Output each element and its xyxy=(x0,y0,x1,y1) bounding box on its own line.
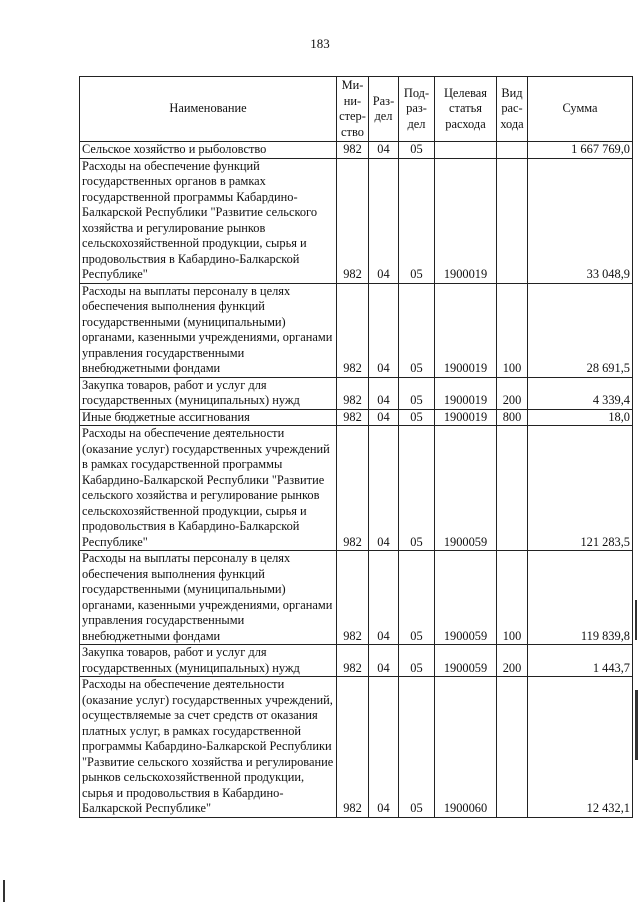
row-amount: 1 667 769,0 xyxy=(528,142,633,159)
row-target: 1900019 xyxy=(435,377,497,409)
row-subsection: 05 xyxy=(399,377,435,409)
row-target: 1900019 xyxy=(435,158,497,283)
budget-table xyxy=(79,76,633,818)
row-name: Расходы на обеспечение деятельности (оказание услуг) государственных учреждений в рамках государственной программы Кабардино-Балкарской Республики "Развитие сельского хозяйства и регулирование рынков сельскохозяйственной продукции, сырья и продовольствия в Кабардино-Балкарской Республике" xyxy=(80,426,337,551)
row-section: 04 xyxy=(369,142,399,159)
scan-mark xyxy=(3,880,5,902)
row-amount: 121 283,5 xyxy=(528,426,633,551)
row-type xyxy=(497,426,528,551)
row-section: 04 xyxy=(369,283,399,377)
row-target: 1900059 xyxy=(435,426,497,551)
table-row xyxy=(80,158,633,283)
row-name: Расходы на обеспечение деятельности (оказание услуг) государственных учреждений, осуществляемые за счет средств от оказания платных услуг, в рамках государственной программы Кабардино-Балкарской Республики "Развитие сельского хозяйства и регулирование рынков сельскохозяйственной продукции, сырья и продовольствия в Кабардино-Балкарской Республике" xyxy=(80,677,337,818)
header-section: Раз- дел xyxy=(369,77,399,142)
row-ministry: 982 xyxy=(337,142,369,159)
row-amount: 12 432,1 xyxy=(528,677,633,818)
table-row xyxy=(80,426,633,551)
header-subsection: Под- раз- дел xyxy=(399,77,435,142)
row-type: 800 xyxy=(497,409,528,426)
table-row xyxy=(80,645,633,677)
row-name: Расходы на выплаты персоналу в целях обеспечения выполнения функций государственными (муниципальными) органами, казенными учреждениями, органами управления государственными внебюджетными фондами xyxy=(80,283,337,377)
table-row xyxy=(80,551,633,645)
row-subsection: 05 xyxy=(399,283,435,377)
row-subsection: 05 xyxy=(399,645,435,677)
table-row xyxy=(80,377,633,409)
row-ministry: 982 xyxy=(337,551,369,645)
row-ministry: 982 xyxy=(337,409,369,426)
row-section: 04 xyxy=(369,158,399,283)
row-subsection: 05 xyxy=(399,142,435,159)
row-subsection: 05 xyxy=(399,409,435,426)
row-ministry: 982 xyxy=(337,377,369,409)
row-type xyxy=(497,677,528,818)
row-ministry: 982 xyxy=(337,426,369,551)
row-subsection: 05 xyxy=(399,158,435,283)
row-section: 04 xyxy=(369,377,399,409)
row-type: 200 xyxy=(497,645,528,677)
row-target: 1900060 xyxy=(435,677,497,818)
row-ministry: 982 xyxy=(337,158,369,283)
row-name: Закупка товаров, работ и услуг для государственных (муниципальных) нужд xyxy=(80,377,337,409)
row-amount: 1 443,7 xyxy=(528,645,633,677)
row-ministry: 982 xyxy=(337,283,369,377)
row-amount: 119 839,8 xyxy=(528,551,633,645)
row-name: Иные бюджетные ассигнования xyxy=(80,409,337,426)
table-row xyxy=(80,142,633,159)
row-target: 1900019 xyxy=(435,409,497,426)
header-type: Вид рас- хода xyxy=(497,77,528,142)
row-ministry: 982 xyxy=(337,677,369,818)
row-name: Расходы на обеспечение функций государственных органов в рамках государственной программы Кабардино-Балкарской Республики "Развитие сельского хозяйства и регулирование рынков сельскохозяйственной продукции, сырья и продовольствия в Кабардино-Балкарской Республике" xyxy=(80,158,337,283)
row-amount: 18,0 xyxy=(528,409,633,426)
scan-mark xyxy=(635,690,638,760)
header-target: Целевая статья расхода xyxy=(435,77,497,142)
row-name: Закупка товаров, работ и услуг для государственных (муниципальных) нужд xyxy=(80,645,337,677)
header-name: Наименование xyxy=(80,77,337,142)
row-type: 100 xyxy=(497,283,528,377)
page-number: 183 xyxy=(310,36,330,51)
row-type xyxy=(497,158,528,283)
table-row xyxy=(80,283,633,377)
row-type: 200 xyxy=(497,377,528,409)
scan-mark xyxy=(635,600,637,640)
row-name: Сельское хозяйство и рыболовство xyxy=(80,142,337,159)
row-target xyxy=(435,142,497,159)
row-section: 04 xyxy=(369,409,399,426)
row-subsection: 05 xyxy=(399,551,435,645)
table-row xyxy=(80,677,633,818)
row-section: 04 xyxy=(369,677,399,818)
row-amount: 28 691,5 xyxy=(528,283,633,377)
row-type xyxy=(497,142,528,159)
row-target: 1900059 xyxy=(435,645,497,677)
header-ministry: Ми- ни- стер- ство xyxy=(337,77,369,142)
row-ministry: 982 xyxy=(337,645,369,677)
row-name: Расходы на выплаты персоналу в целях обеспечения выполнения функций государственными (муниципальными) органами, казенными учреждениями, органами управления государственными внебюджетными фондами xyxy=(80,551,337,645)
row-amount: 4 339,4 xyxy=(528,377,633,409)
row-amount: 33 048,9 xyxy=(528,158,633,283)
row-type: 100 xyxy=(497,551,528,645)
row-target: 1900019 xyxy=(435,283,497,377)
header-amount: Сумма xyxy=(528,77,633,142)
row-section: 04 xyxy=(369,551,399,645)
table-header-row xyxy=(80,77,633,142)
row-subsection: 05 xyxy=(399,677,435,818)
row-subsection: 05 xyxy=(399,426,435,551)
row-target: 1900059 xyxy=(435,551,497,645)
table-row xyxy=(80,409,633,426)
row-section: 04 xyxy=(369,645,399,677)
row-section: 04 xyxy=(369,426,399,551)
